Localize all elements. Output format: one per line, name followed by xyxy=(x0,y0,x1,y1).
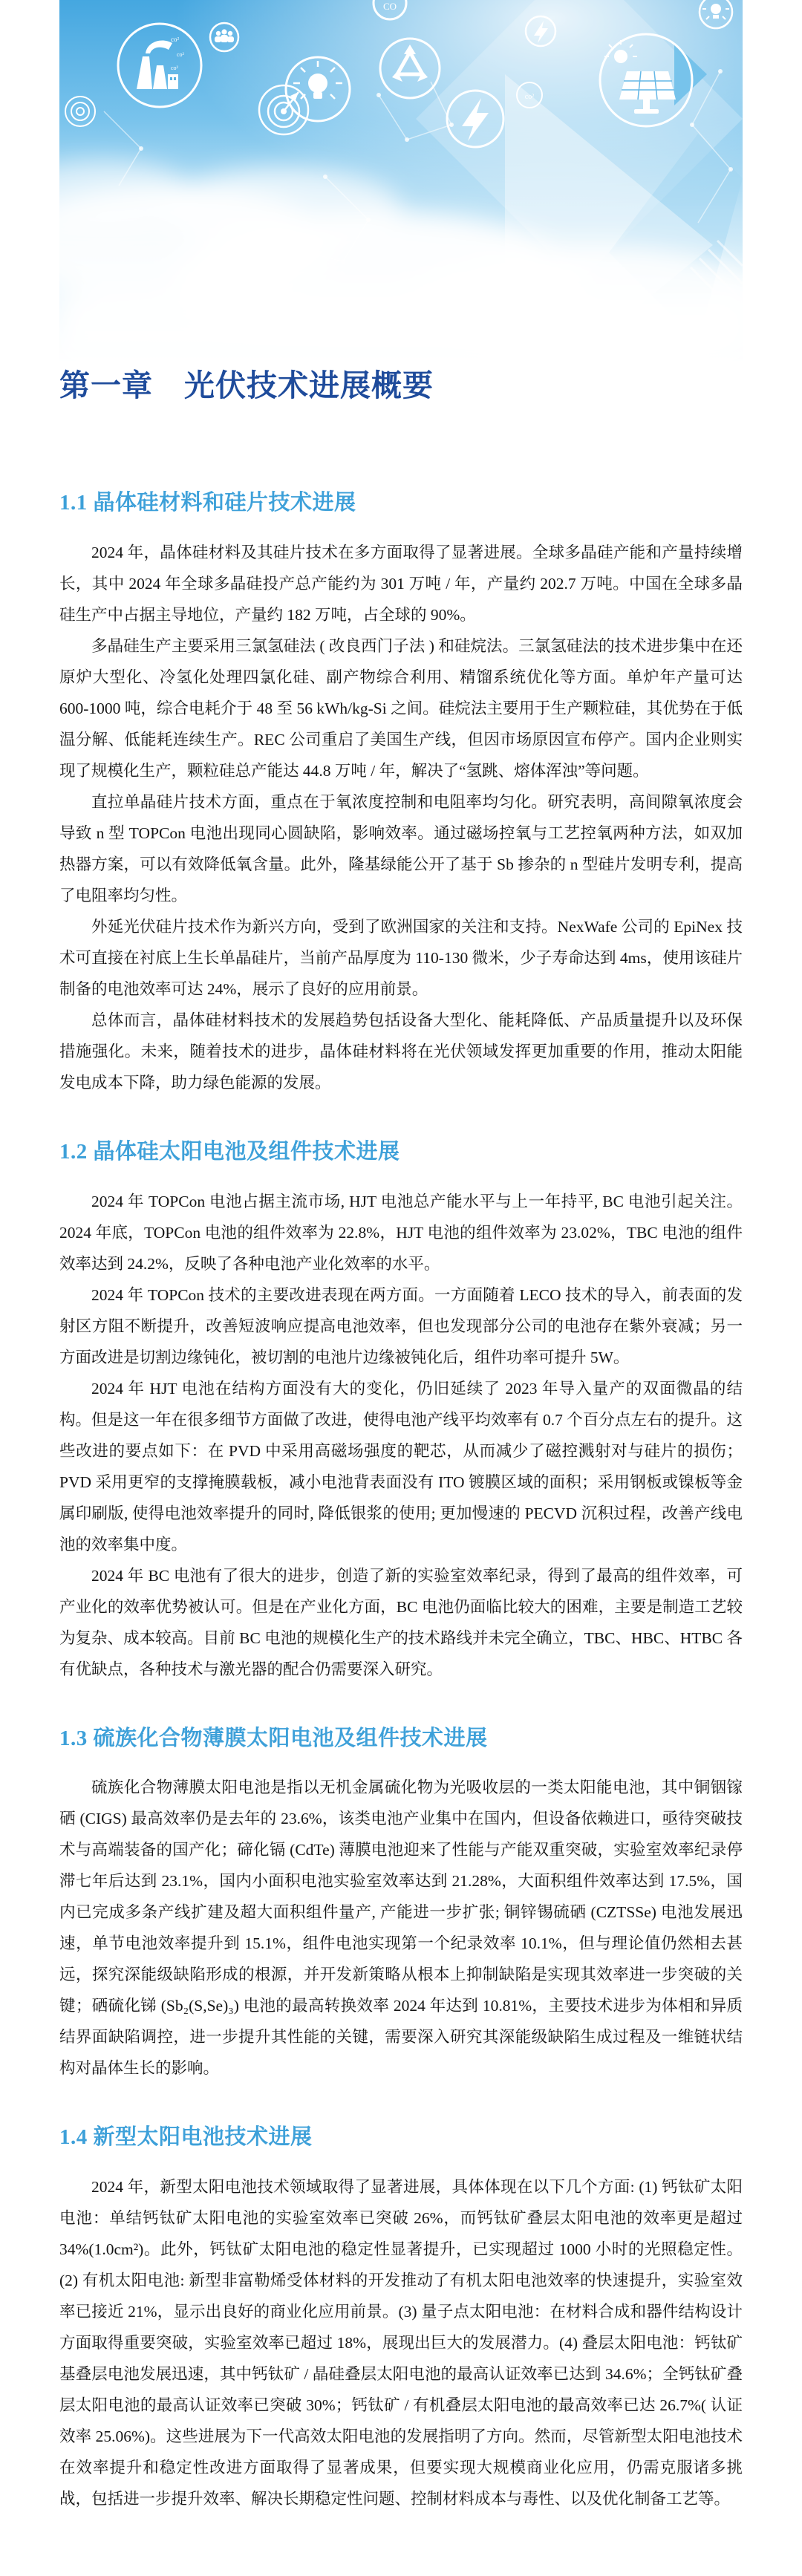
section-1-3 xyxy=(59,1725,743,2084)
header-banner-image xyxy=(59,0,743,362)
section-heading-1-2: 1.2 晶体硅太阳电池及组件技术进展 xyxy=(59,1139,400,1164)
co2-text: co² xyxy=(171,36,180,43)
paragraph: 2024 年 TOPCon 技术的主要改进表现在两方面。一方面随着 LECO 技术的导入，前表面的发射区方阻不断提升，改善短波响应提高电池效率，但也发现部分公司的电池存在紫外衰减；另一方面改进是切割边缘钝化，被切割的电池片边缘被钝化后，组件功率可提升 5W。 xyxy=(59,1285,743,1366)
co-text: CO xyxy=(382,1,397,12)
paragraph: 2024 年，晶体硅材料及其硅片技术在多方面取得了显著进展。全球多晶硅产能和产量持续增长，其中 2024 年全球多晶硅投产总产能约为 301 万吨 / 年，产量约 202.7 万吨。中国在全球多晶硅生产中占据主导地位，产量约 182 万吨，占全球的 90%。 xyxy=(59,543,743,624)
paragraph: 总体而言，晶体硅材料技术的发展趋势包括设备大型化、能耗降低、产品质量提升以及环保措施强化。未来，随着技术的进步，晶体硅材料将在光伏领域发挥更加重要的作用，推动太阳能发电成本下降，助力绿色能源的发展。 xyxy=(59,1011,743,1092)
paragraph: 2024 年 BC 电池有了很大的进步，创造了新的实验室效率纪录，得到了最高的组件效率，可产业化的效率优势被认可。但是在产业化方面，BC 电池仍面临比较大的困难，主要是制造工艺较为复杂、成本较高。目前 BC 电池的规模化生产的技术路线并未完全确立，TBC、HBC、HTBC 各有优缺点，各种技术与激光器的配合仍需要深入研究。 xyxy=(59,1566,743,1678)
paragraph: 硫族化合物薄膜太阳电池是指以无机金属硫化物为光吸收层的一类太阳能电池，其中铜铟镓硒 (CIGS) 最高效率仍是去年的 23.6%，该类电池产业集中在国内，但设备依赖进口，亟待突破技术与高端装备的国产化；碲化镉 (CdTe) 薄膜电池迎来了性能与产能双重突破，实验室效率纪录停滞七年后达到 23.1%，国内小面积电池实验室效率达到 21.28%，大面积组件效率达到 17.5%，国内已完成多条产线扩建及超大面积组件量产, 产能进一步扩张; 铜锌锡硫硒 (CZTSSe) 电池发展迅速，单节电池效率提升到 15.1%，组件电池实现第一个纪录效率 10.1%，但与理论值仍然相去甚远，探究深能级缺陷形成的根源，并开发新策略从根本上抑制缺陷是实现其效率进一步突破的关键；硒硫化锑 (Sb₂(S,Se)₃) 电池的最高转换效率 2024 年达到 10.81%，主要技术进步为体相和异质结界面缺陷调控，进一步提升其性能的关键，需要深入研究其深能级缺陷生成过程及一维链状结构对晶体生长的影响。 xyxy=(59,1778,743,2078)
paragraph: 外延光伏硅片技术作为新兴方向，受到了欧洲国家的关注和支持。NexWafe 公司的 EpiNex 技术可直接在衬底上生长单晶硅片，当前产品厚度为 110-130 微米，少子寿命达到 4ms，使用该硅片制备的电池效率可达 24%，展示了良好的应用前景。 xyxy=(59,917,743,998)
paragraph: 直拉单晶硅片技术方面，重点在于氧浓度控制和电阻率均匀化。研究表明，高间隙氧浓度会导致 n 型 TOPCon 电池出现同心圆缺陷，影响效率。通过磁场控氧与工艺控氧两种方法，如双加热器方案，可以有效降低氧含量。此外，隆基绿能公开了基于 Sb 掺杂的 n 型硅片发明专利，提高了电阻率均匀性。 xyxy=(59,792,743,904)
paragraph: 2024 年，新型太阳电池技术领域取得了显著进展，具体体现在以下几个方面: (1) 钙钛矿太阳电池：单结钙钛矿太阳电池的实验室效率已突破 26%，而钙钛矿叠层太阳电池的效率更是超过 34%(1.0cm²)。此外，钙钛矿太阳电池的稳定性显著提升，已实现超过 1000 小时的光照稳定性。(2) 有机太阳电池: 新型非富勒烯受体材料的开发推动了有机太阳电池效率的快速提升，实验室效率已接近 21%，显示出良好的商业化应用前景。(3) 量子点太阳电池：在材料合成和器件结构设计方面取得重要突破，实验室效率已超过 18%，展现出巨大的发展潜力。(4) 叠层太阳电池：钙钛矿基叠层电池发展迅速，其中钙钛矿 / 晶硅叠层太阳电池的最高认证效率已达到 34.6%；全钙钛矿叠层太阳电池的最高认证效率已突破 30%；钙钛矿 / 有机叠层太阳电池的最高效率已达 26.7%( 认证效率 25.06%)。这些进展为下一代高效太阳电池的发展指明了方向。然而，尽管新型太阳电池技术在效率提升和稳定性改进方面取得了显著成果，但要实现大规模商业化应用，仍需克服诸多挑战，包括进一步提升效率、解决长期稳定性问题、控制材料成本与毒性、以及优化制备工艺等。 xyxy=(59,2178,743,2508)
paragraph: 2024 年 HJT 电池在结构方面没有大的变化，仍旧延续了 2023 年导入量产的双面微晶的结构。但是这一年在很多细节方面做了改进，使得电池产线平均效率有 0.7 个百分点左右的提升。这些改进的要点如下：在 PVD 中采用高磁场强度的靶芯，从而减少了磁控溅射对与硅片的损伤；PVD 采用更窄的支撑掩膜载板，减小电池背表面没有 ITO 镀膜区域的面积；采用钢板或镍板等金属印刷版, 使得电池效率提升的同时, 降低银浆的使用; 更加慢速的 PECVD 沉积过程，改善产线电池的效率集中度。 xyxy=(59,1379,743,1553)
banner-graphic xyxy=(59,0,743,362)
section-heading-1-4: 1.4 新型太阳电池技术进展 xyxy=(59,2125,313,2150)
chapter-title: 第一章 光伏技术进展概要 xyxy=(59,368,434,402)
co2-text: co² xyxy=(171,65,178,71)
section-1-2 xyxy=(59,1138,743,1685)
co2-text: co² xyxy=(524,93,535,101)
section-1-1 xyxy=(59,489,743,1098)
co2-text: co² xyxy=(177,51,184,58)
section-heading-1-3: 1.3 硫族化合物薄膜太阳电池及组件技术进展 xyxy=(59,1726,488,1750)
section-heading-1-1: 1.1 晶体硅材料和硅片技术进展 xyxy=(59,491,356,515)
section-1-4 xyxy=(59,2124,743,2514)
paragraph: 2024 年 TOPCon 电池占据主流市场, HJT 电池总产能水平与上一年持平, BC 电池引起关注。2024 年底，TOPCon 电池的组件效率为 22.8%，HJT 电池的组件效率为 23.02%，TBC 电池的组件效率达到 24.2%，反映了各种电池产业化效率的水平。 xyxy=(59,1192,743,1273)
paragraph: 多晶硅生产主要采用三氯氢硅法 ( 改良西门子法 ) 和硅烷法。三氯氢硅法的技术进步集中在还原炉大型化、冷氢化处理四氯化硅、副产物综合利用、精馏系统优化等方面。单炉年产量可达 600-1000 吨，综合电耗介于 48 至 56 kWh/kg-Si 之间。硅烷法主要用于生产颗粒硅，其优势在于低温分解、低能耗连续生产。REC 公司重启了美国生产线，但因市场原因宣布停产。国内企业则实现了规模化生产，颗粒硅总产能达 44.8 万吨 / 年，解决了“氢跳、熔体浑浊”等问题。 xyxy=(59,636,743,780)
document-body xyxy=(59,367,743,2525)
